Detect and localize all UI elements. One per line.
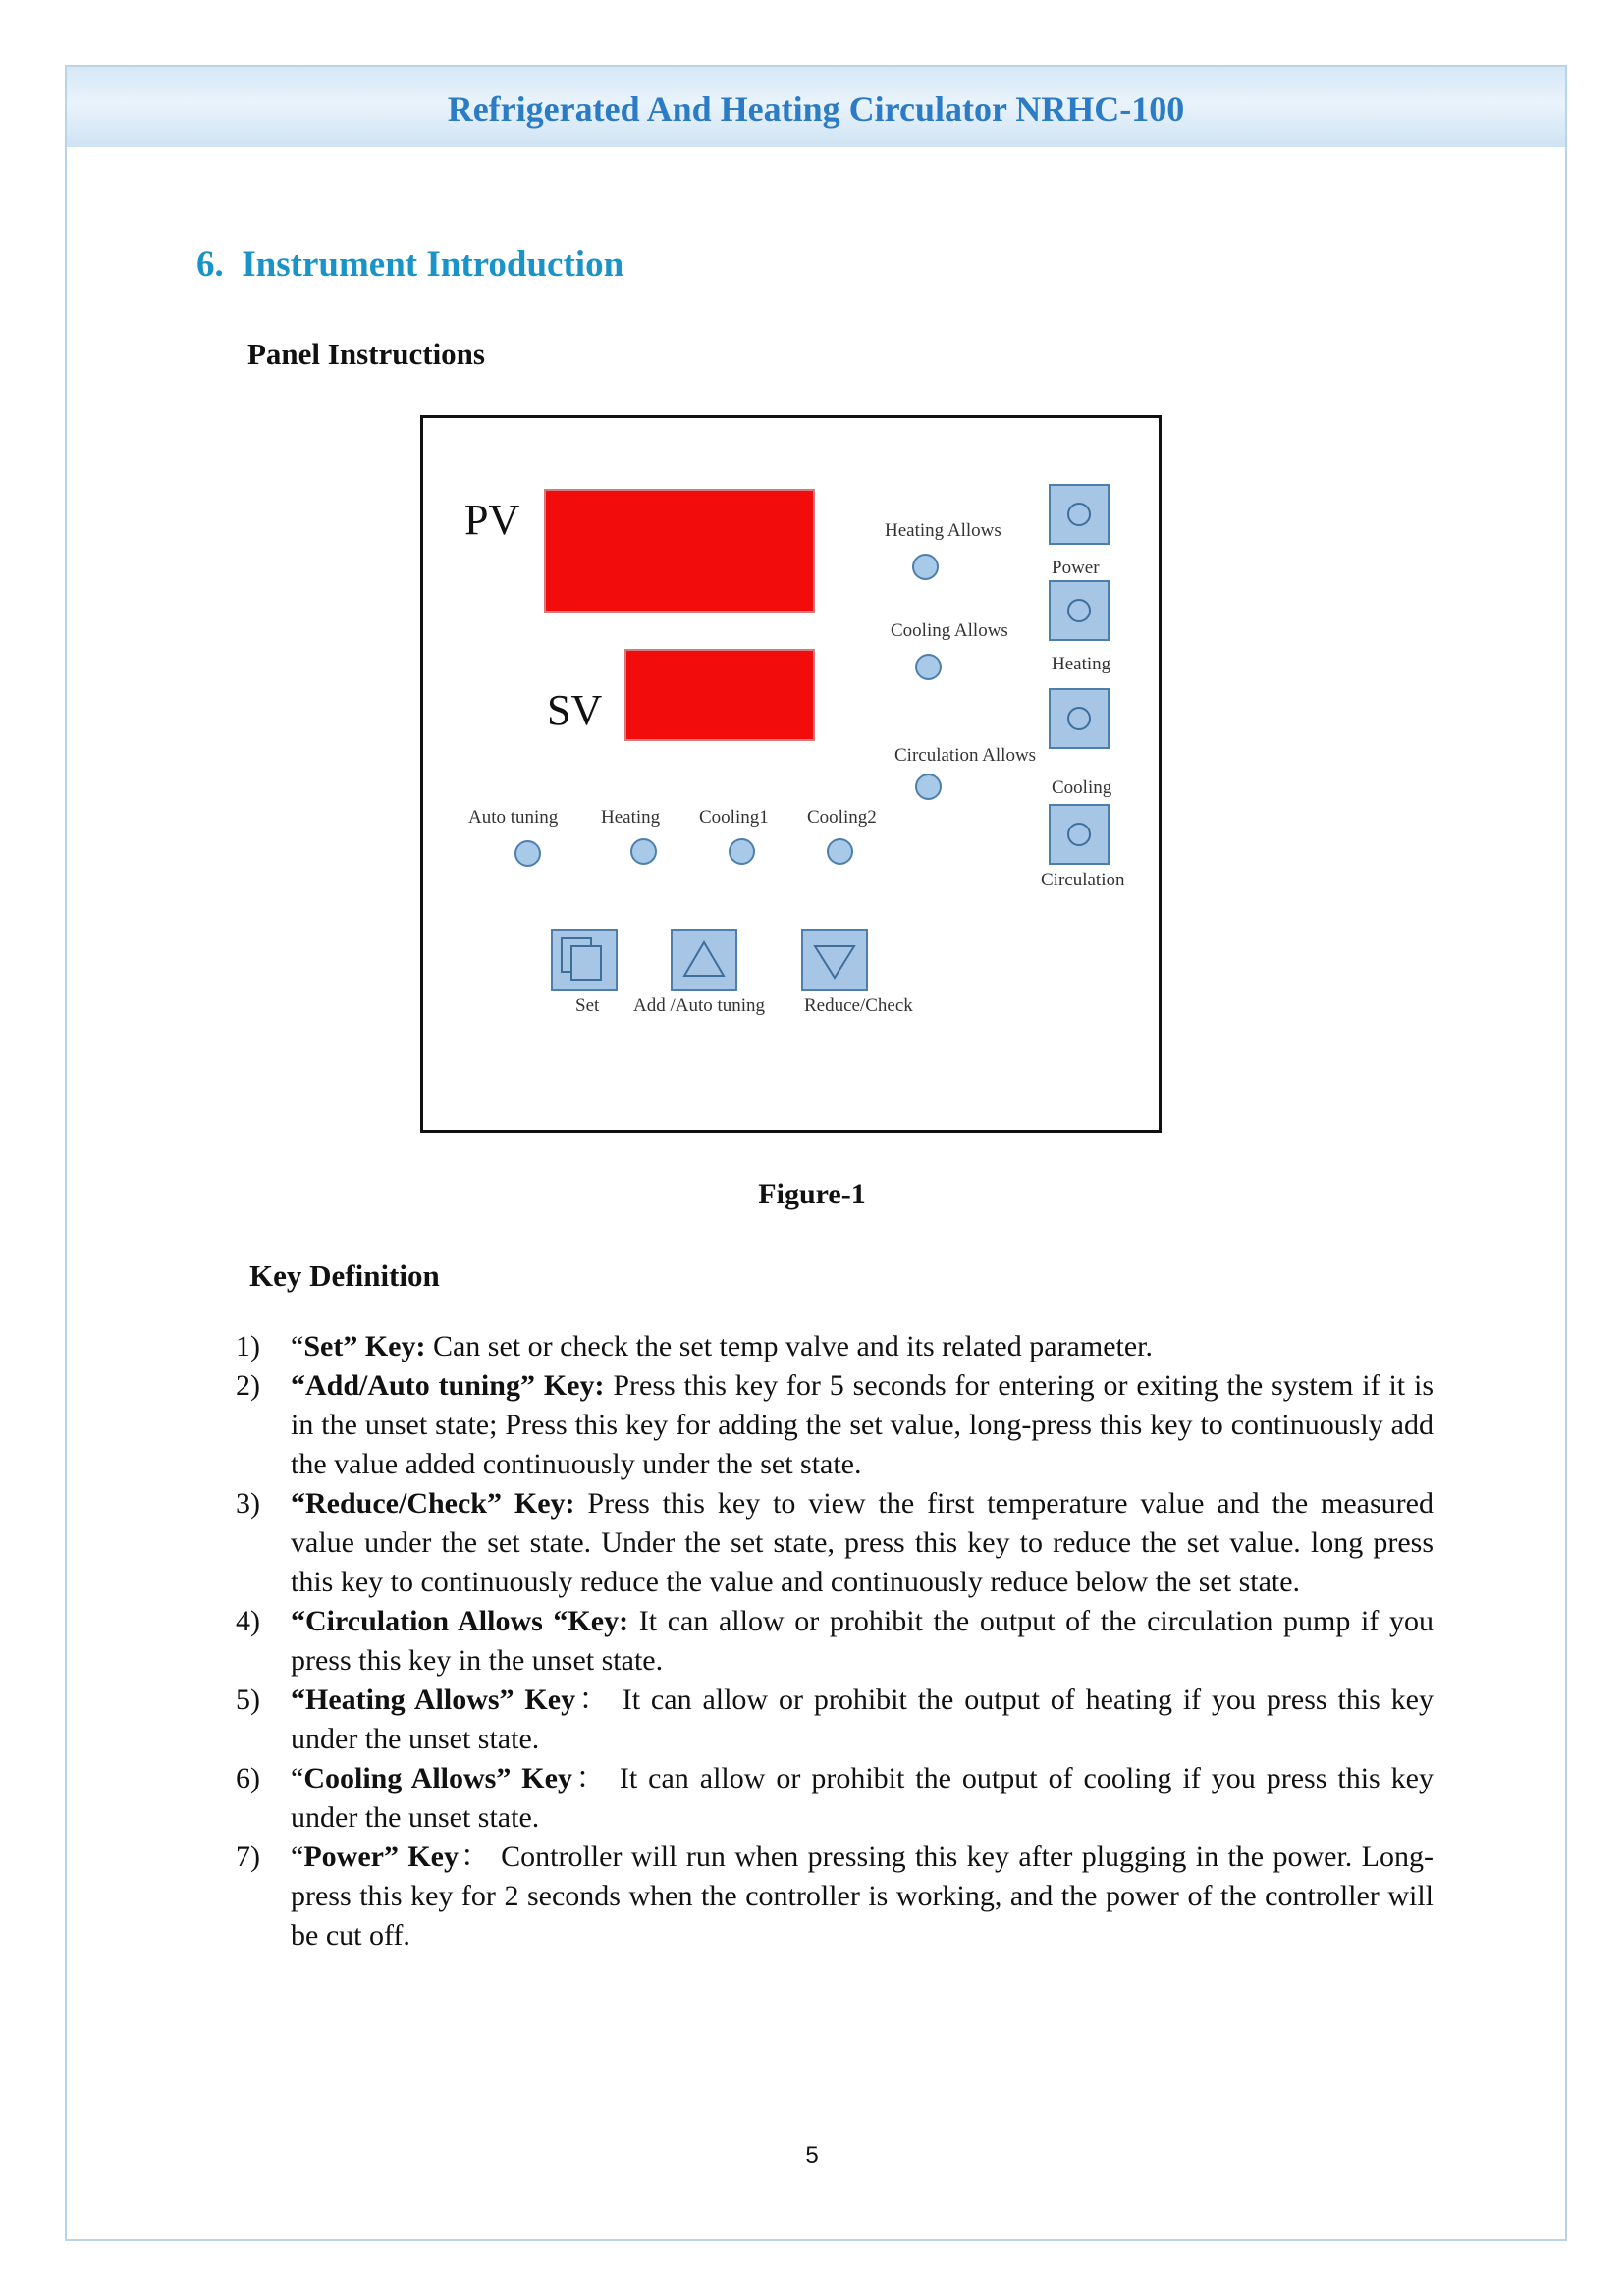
heating-allows-label: Heating Allows: [885, 520, 1001, 541]
list-item: 7) “Power” Key： Controller will run when pressing this key after plugging in the power. Long-press this key for 2 seconds when the controller is working, and the power of the controller will be cut off.: [236, 1841, 1434, 1951]
cooling-key-label: Cooling: [1052, 777, 1112, 798]
add-auto-tuning-key-label: Add /Auto tuning: [633, 995, 766, 1016]
sv-label: SV: [547, 686, 603, 734]
figure-caption: Figure-1: [758, 1178, 866, 1210]
list-item: 2) “Add/Auto tuning” Key: Press this key for 5 seconds for entering or exiting the system if it is in the unset state; Press this key for adding the set value, long-press this key to continuously add the value added continuously under the set state.: [236, 1369, 1434, 1480]
document-title: Refrigerated And Heating Circulator NRHC-100: [447, 89, 1185, 129]
set-key-icon: [553, 931, 616, 989]
heating-indicator-led: [630, 838, 657, 865]
cooling1-label: Cooling1: [699, 807, 769, 828]
down-triangle-icon: [803, 931, 866, 989]
cooling1-led: [729, 838, 755, 865]
list-item: 3) “Reduce/Check” Key: Press this key to view the first temperature value and the measured value under the set state. Under the set state, press this key to reduce the set value. long press this key to continuously reduce the value and continuously reduce below the set state.: [236, 1487, 1434, 1598]
heating-key-label: Heating: [1052, 654, 1111, 674]
heating-allows-led: [912, 554, 939, 580]
cooling-allows-label: Cooling Allows: [891, 620, 1008, 641]
page-number: 5: [805, 2142, 819, 2168]
add-auto-tuning-key[interactable]: [671, 929, 737, 991]
auto-tuning-label: Auto tuning: [468, 807, 559, 828]
cooling-key-circle-icon: [1067, 707, 1091, 730]
list-item: 4) “Circulation Allows “Key: It can allow or prohibit the output of the circulation pump if you press this key in the unset state.: [236, 1605, 1434, 1677]
sv-display: [624, 649, 815, 741]
section-heading: [196, 243, 623, 286]
circulation-allows-led: [915, 774, 942, 800]
section-number: 6.: [196, 244, 224, 285]
list-item: 1) “Set” Key: Can set or check the set temp valve and its related parameter.: [236, 1330, 1154, 1362]
key-definition-heading: Key Definition: [249, 1258, 440, 1293]
heating-key[interactable]: [1049, 580, 1110, 641]
reduce-check-key[interactable]: [801, 929, 868, 991]
power-key-circle-icon: [1067, 503, 1091, 526]
panel-instructions-heading: Panel Instructions: [247, 337, 485, 371]
cooling-allows-led: [915, 654, 942, 680]
circulation-key-label: Circulation: [1041, 870, 1125, 890]
cooling2-label: Cooling2: [807, 807, 877, 828]
cooling-key[interactable]: [1049, 688, 1110, 749]
control-panel-figure: [420, 415, 1162, 1133]
list-item: 5) “Heating Allows” Key： It can allow or prohibit the output of heating if you press this key under the unset state.: [236, 1683, 1434, 1755]
set-key[interactable]: [551, 929, 618, 991]
heating-key-circle-icon: [1067, 599, 1091, 622]
list-item: 6) “Cooling Allows” Key： It can allow or prohibit the output of cooling if you press this key under the unset state.: [236, 1762, 1434, 1834]
up-triangle-icon: [673, 931, 735, 989]
cooling2-led: [827, 838, 853, 865]
power-key[interactable]: [1049, 484, 1110, 545]
header-banner: [67, 67, 1565, 147]
circulation-key[interactable]: [1049, 804, 1110, 865]
reduce-check-key-label: Reduce/Check: [804, 995, 913, 1016]
section-title: Instrument Introduction: [242, 244, 624, 285]
circulation-allows-label: Circulation Allows: [894, 745, 1037, 766]
circulation-key-circle-icon: [1067, 823, 1091, 846]
pv-label: PV: [464, 496, 520, 544]
key-definition-list: [236, 1327, 1434, 1955]
pv-display: [544, 489, 815, 613]
heating-indicator-label: Heating: [601, 807, 661, 828]
power-key-label: Power: [1052, 558, 1100, 578]
auto-tuning-led: [514, 840, 541, 867]
set-key-label: Set: [575, 995, 600, 1016]
